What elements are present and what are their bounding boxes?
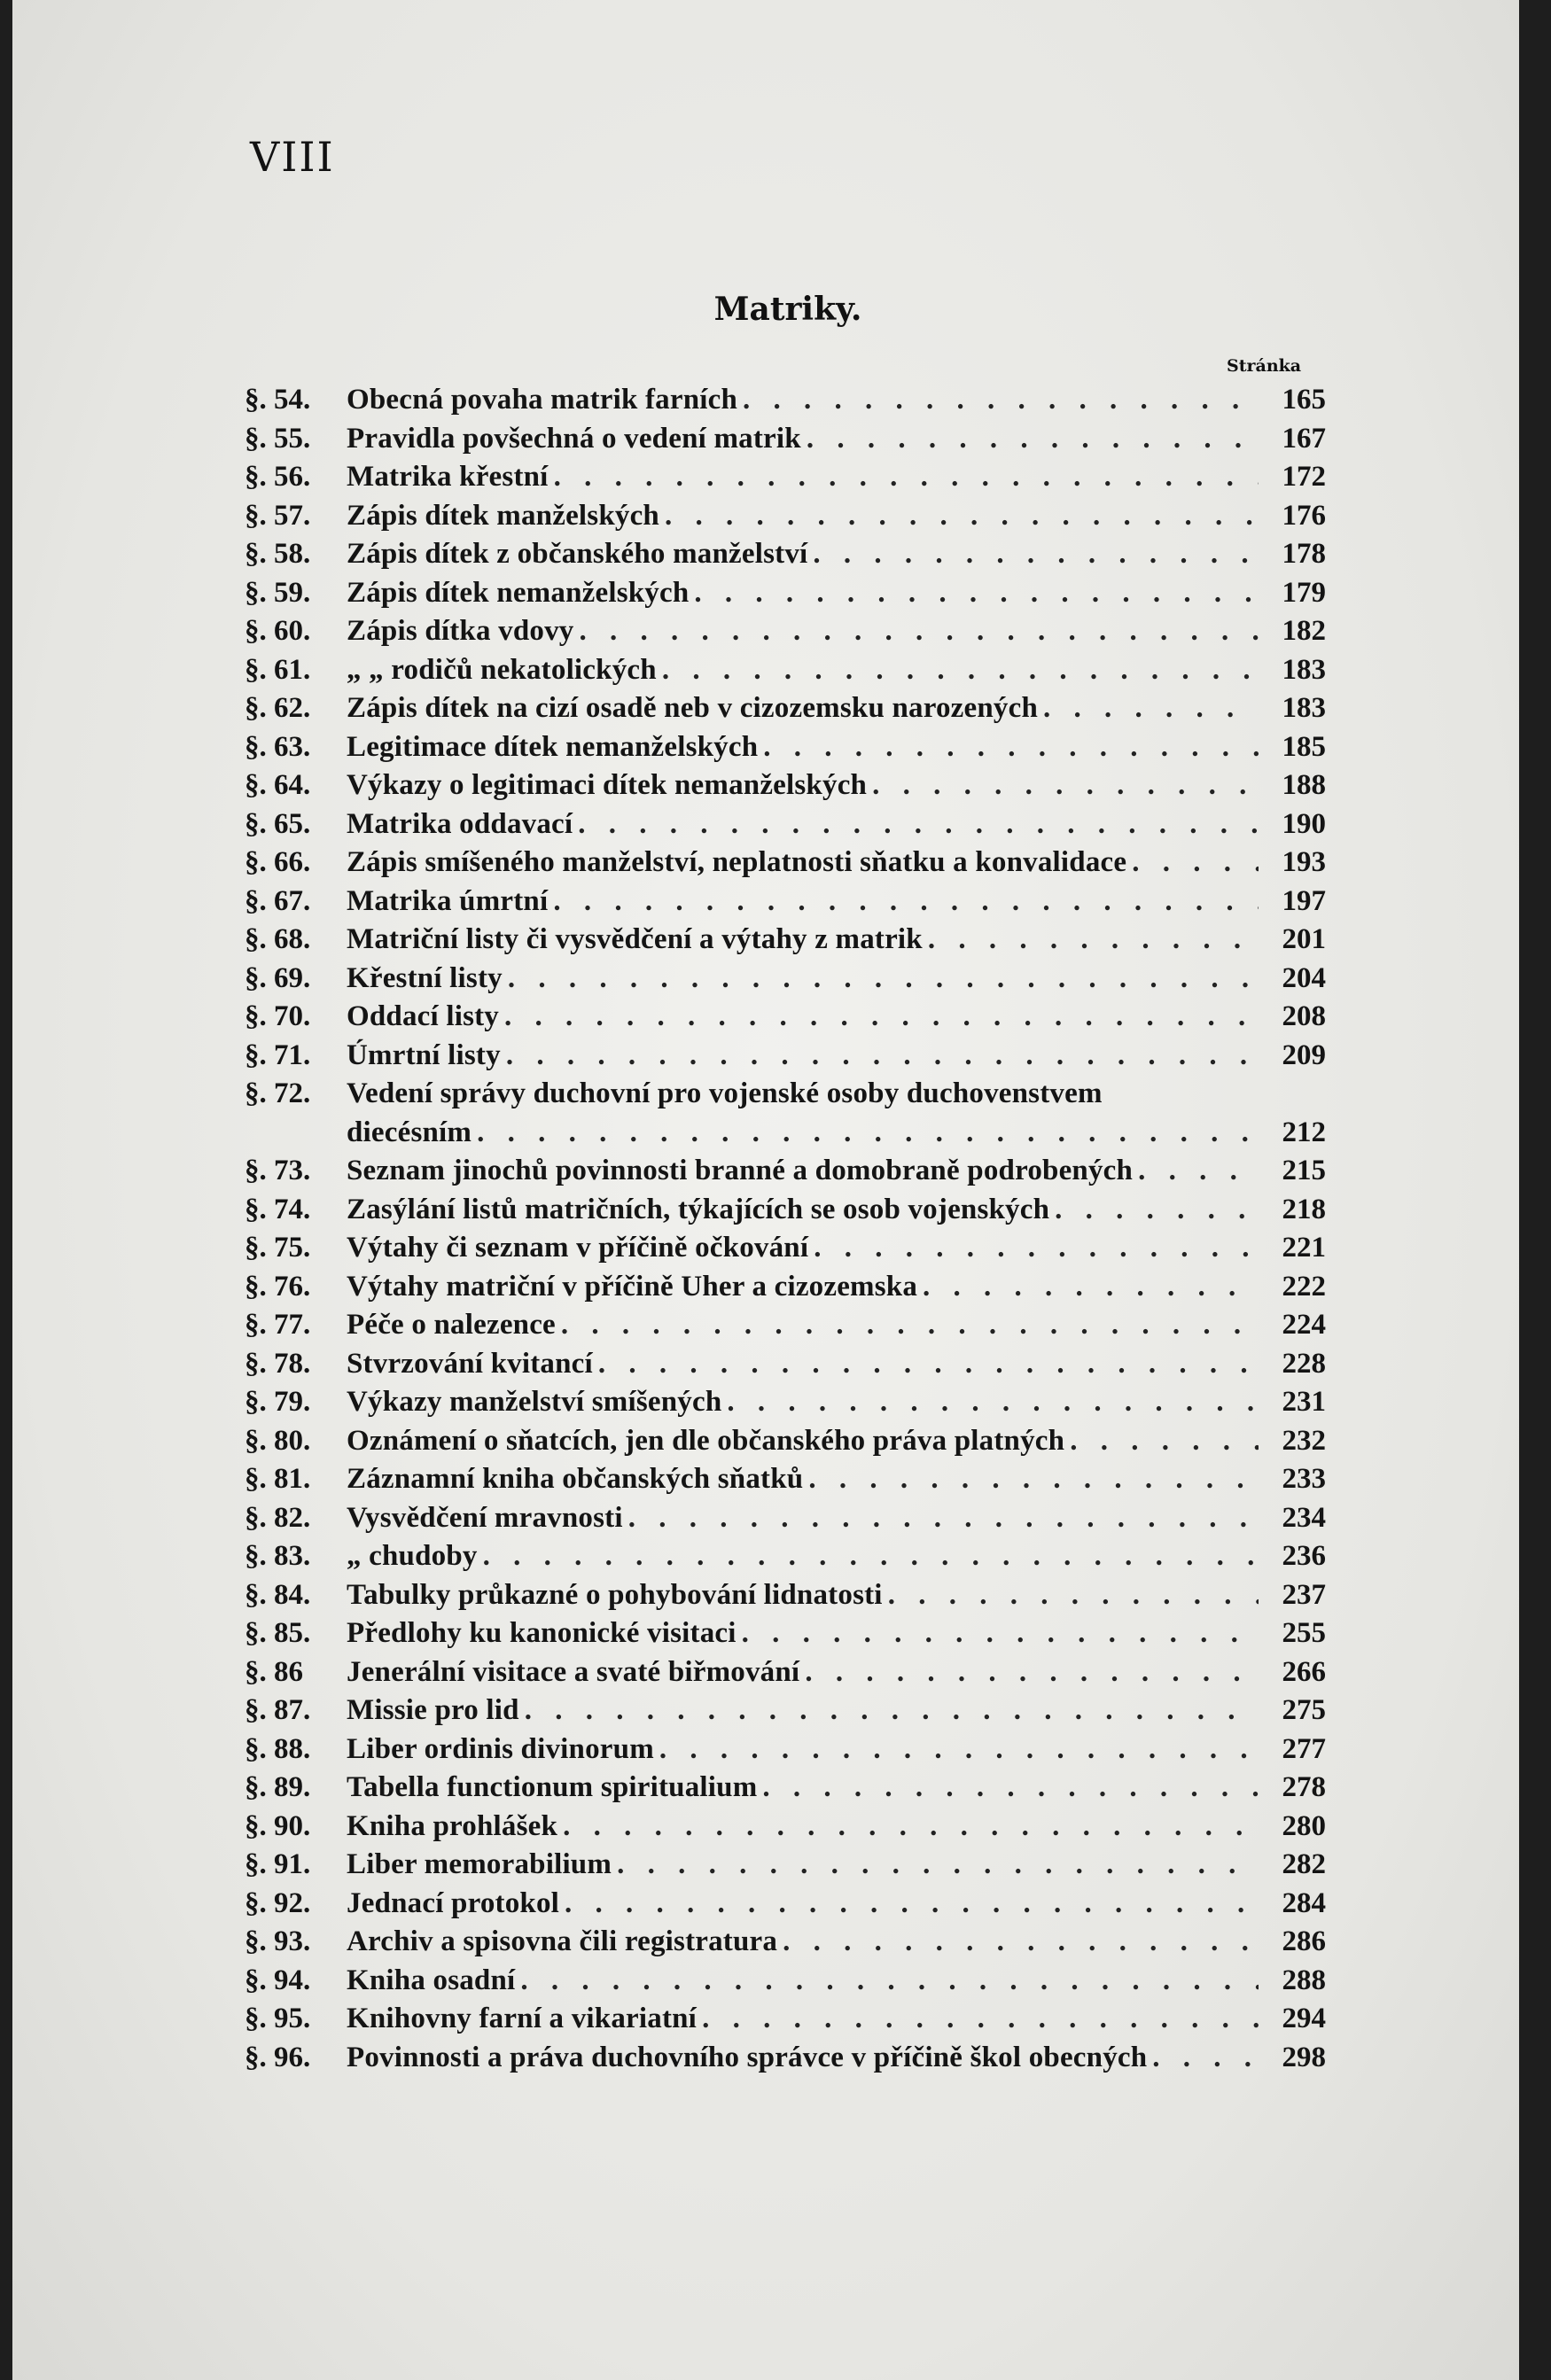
toc-entry bbox=[245, 1769, 1326, 1808]
toc-entry bbox=[245, 921, 1326, 960]
toc-section-number: §. 60. bbox=[245, 615, 311, 647]
toc-entry bbox=[245, 1808, 1326, 1847]
toc-section-number: §. 55. bbox=[245, 422, 311, 455]
dot-leader bbox=[561, 1306, 1259, 1345]
dot-leader bbox=[702, 2000, 1259, 2039]
toc-entry-title: Výkazy o legitimaci dítek nemanželských bbox=[347, 769, 868, 801]
toc-section-number: §. 89. bbox=[245, 1771, 311, 1803]
toc-section-number: §. 68. bbox=[245, 923, 311, 955]
toc-page-number: 232 bbox=[1282, 1424, 1326, 1457]
toc-section-number: §. 70. bbox=[245, 1000, 311, 1032]
toc-entry bbox=[245, 1537, 1326, 1576]
toc-entry-title: Výkazy manželství smíšených bbox=[347, 1386, 722, 1418]
dot-leader bbox=[1043, 689, 1259, 728]
dot-leader bbox=[504, 998, 1259, 1037]
toc-page-number: 185 bbox=[1282, 730, 1326, 763]
dot-leader bbox=[565, 1885, 1259, 1924]
toc-entry-title: Liber memorabilium bbox=[347, 1848, 612, 1880]
toc-section-number: §. 66. bbox=[245, 846, 311, 878]
toc-page-number: 183 bbox=[1282, 653, 1326, 686]
toc-entry-title: Knihovny farní a vikariatní bbox=[347, 2003, 698, 2034]
toc-entry bbox=[245, 2039, 1326, 2078]
toc-entry bbox=[245, 574, 1326, 613]
toc-page-number: 176 bbox=[1282, 499, 1326, 532]
toc-section-number: §. 64. bbox=[245, 769, 311, 801]
dot-leader bbox=[477, 1114, 1259, 1153]
toc-section-number: §. 81. bbox=[245, 1463, 311, 1495]
toc-page-number: 218 bbox=[1282, 1193, 1326, 1225]
toc-page-number: 172 bbox=[1282, 461, 1326, 493]
toc-entry-title: Zápis dítka vdovy bbox=[347, 615, 574, 647]
dot-leader bbox=[763, 728, 1259, 767]
toc-entry-title: Zasýlání listů matričních, týkajících se osob vojenských bbox=[347, 1193, 1050, 1225]
toc-page-number: 222 bbox=[1282, 1270, 1326, 1303]
toc-page-number: 224 bbox=[1282, 1309, 1326, 1341]
toc-section-number: §. 80. bbox=[245, 1424, 311, 1457]
toc-entry bbox=[245, 805, 1326, 844]
toc-page-number: 209 bbox=[1282, 1038, 1326, 1071]
toc-section-number: §. 69. bbox=[245, 961, 311, 994]
toc-entry bbox=[245, 1576, 1326, 1615]
toc-section-number: §. 71. bbox=[245, 1038, 311, 1071]
toc-section-number: §. 58. bbox=[245, 538, 311, 570]
toc-section-number: §. 90. bbox=[245, 1809, 311, 1842]
dot-leader bbox=[743, 381, 1259, 420]
toc-entry-title: Jenerální visitace a svaté biřmování bbox=[347, 1655, 800, 1688]
toc-entry bbox=[245, 1846, 1326, 1885]
toc-page-number: 221 bbox=[1282, 1232, 1326, 1264]
toc-page-number: 178 bbox=[1282, 538, 1326, 570]
toc-entry-title: Povinnosti a práva duchovního správce v příčině škol obecných bbox=[347, 2041, 1148, 2073]
toc-entry-title: „ „ rodičů nekatolických bbox=[347, 653, 657, 686]
toc-section-number: §. 67. bbox=[245, 884, 311, 917]
toc-entry-title: Matrika oddavací bbox=[347, 807, 573, 840]
toc-entry-title: Pravidla povšechná o vedení matrik bbox=[347, 422, 801, 455]
toc-page-number: 298 bbox=[1282, 2041, 1326, 2073]
dot-leader bbox=[553, 883, 1259, 922]
dot-leader bbox=[665, 497, 1259, 536]
dot-leader bbox=[807, 420, 1259, 459]
toc-section-number: §. 84. bbox=[245, 1578, 311, 1611]
toc-entry-title: Kniha prohlášek bbox=[347, 1809, 558, 1842]
toc-section-number: §. 76. bbox=[245, 1270, 311, 1303]
dot-leader bbox=[554, 458, 1259, 497]
dot-leader bbox=[520, 1962, 1259, 2001]
toc-entry-title: Kniha osadní bbox=[347, 1964, 516, 1996]
toc-section-number: §. 92. bbox=[245, 1886, 311, 1919]
toc-page-number: 228 bbox=[1282, 1347, 1326, 1380]
toc-entry-title: Výtahy matriční v příčině Uher a cizozemska bbox=[347, 1270, 918, 1303]
toc-page-number: 165 bbox=[1282, 384, 1326, 416]
dot-leader bbox=[1132, 844, 1259, 883]
toc-entry-title: Matriční listy či vysvědčení a výtahy z matrik bbox=[347, 923, 923, 955]
dot-leader bbox=[578, 805, 1259, 844]
toc-entry-title: Matrika křestní bbox=[347, 461, 549, 493]
toc-entry-title: Oddací listy bbox=[347, 1000, 500, 1032]
toc-entry bbox=[245, 1460, 1326, 1499]
toc-entry-title: Vedení správy duchovní pro vojenské osoby duchovenstvem bbox=[347, 1077, 1103, 1109]
toc-entry bbox=[245, 2000, 1326, 2039]
toc-page-number: 288 bbox=[1282, 1964, 1326, 1996]
toc-entry-title: Úmrtní listy bbox=[347, 1038, 501, 1071]
toc-entry bbox=[245, 497, 1326, 536]
toc-page-number: 237 bbox=[1282, 1578, 1326, 1611]
dot-leader bbox=[1055, 1191, 1259, 1230]
toc-entry bbox=[245, 458, 1326, 497]
toc-page-number: 286 bbox=[1282, 1925, 1326, 1957]
toc-page-number: 284 bbox=[1282, 1886, 1326, 1919]
toc-entry bbox=[245, 1229, 1326, 1268]
page-folio: VIII bbox=[250, 133, 335, 181]
toc-entry bbox=[245, 883, 1326, 922]
toc-entry bbox=[245, 689, 1326, 728]
toc-section-number: §. 79. bbox=[245, 1386, 311, 1418]
toc-section-number: §. 86 bbox=[245, 1655, 303, 1688]
toc-entry bbox=[245, 998, 1326, 1037]
toc-page-number: 167 bbox=[1282, 422, 1326, 455]
toc-page-number: 294 bbox=[1282, 2003, 1326, 2034]
toc-entry bbox=[245, 1191, 1326, 1230]
toc-section-number: §. 82. bbox=[245, 1501, 311, 1534]
toc-entry bbox=[245, 1114, 1326, 1153]
toc-section-number: §. 78. bbox=[245, 1347, 311, 1380]
toc-page-number: 179 bbox=[1282, 576, 1326, 609]
dot-leader bbox=[928, 921, 1259, 960]
toc-entry bbox=[245, 728, 1326, 767]
toc-section-number: §. 88. bbox=[245, 1732, 311, 1765]
toc-entry-title: Obecná povaha matrik farních bbox=[347, 384, 738, 416]
toc-section-number: §. 65. bbox=[245, 807, 311, 840]
toc-section-number: §. 75. bbox=[245, 1232, 311, 1264]
toc-entry-title: Záznamní kniha občanských sňatků bbox=[347, 1463, 804, 1495]
toc-page-number: 233 bbox=[1282, 1463, 1326, 1495]
toc-entry-title: Zápis dítek nemanželských bbox=[347, 576, 690, 609]
dot-leader bbox=[598, 1345, 1259, 1384]
dot-leader bbox=[1152, 2039, 1259, 2078]
dot-leader bbox=[923, 1268, 1259, 1307]
dot-leader bbox=[1070, 1422, 1259, 1461]
toc-section-number: §. 62. bbox=[245, 692, 311, 724]
toc-entry-title: Archiv a spisovna čili registratura bbox=[347, 1925, 778, 1957]
dot-leader bbox=[727, 1383, 1259, 1422]
toc-section-number: §. 95. bbox=[245, 2003, 311, 2034]
toc-entry bbox=[245, 1731, 1326, 1769]
dot-leader bbox=[783, 1923, 1259, 1962]
dot-leader bbox=[506, 1037, 1259, 1076]
toc-entry bbox=[245, 381, 1326, 420]
toc-page-number: 266 bbox=[1282, 1655, 1326, 1688]
toc-section-number: §. 54. bbox=[245, 384, 311, 416]
dot-leader bbox=[483, 1537, 1259, 1576]
toc-entry-title: Oznámení o sňatcích, jen dle občanského práva platných bbox=[347, 1424, 1065, 1457]
toc-entry bbox=[245, 420, 1326, 459]
toc-page-number: 282 bbox=[1282, 1848, 1326, 1880]
toc-entry-title: Zápis dítek na cizí osadě neb v cizozemsku narozených bbox=[347, 692, 1039, 724]
toc-entry bbox=[245, 535, 1326, 574]
toc-entry-title: Tabella functionum spiritualium bbox=[347, 1771, 758, 1803]
toc-entry bbox=[245, 1037, 1326, 1076]
dot-leader bbox=[1138, 1152, 1259, 1191]
dot-leader bbox=[888, 1576, 1259, 1615]
toc-entry-title: Missie pro lid bbox=[347, 1694, 519, 1726]
toc-entry-title: Zápis smíšeného manželství, neplatnosti sňatku a konvalidace bbox=[347, 846, 1127, 878]
toc-entry-title: Vysvědčení mravnosti bbox=[347, 1501, 623, 1534]
dot-leader bbox=[814, 1229, 1259, 1268]
dot-leader bbox=[805, 1653, 1259, 1692]
toc-entry-title: Péče o nalezence bbox=[347, 1309, 556, 1341]
dot-leader bbox=[762, 1769, 1259, 1808]
toc-section-number: §. 63. bbox=[245, 730, 311, 763]
toc-section-number: §. 83. bbox=[245, 1540, 311, 1572]
toc-page-number: 236 bbox=[1282, 1540, 1326, 1572]
toc-entry bbox=[245, 1885, 1326, 1924]
toc-entry bbox=[245, 1422, 1326, 1461]
toc-page-number: 255 bbox=[1282, 1617, 1326, 1649]
toc-entry bbox=[245, 1923, 1326, 1962]
toc-entry bbox=[245, 1614, 1326, 1653]
toc-entry-title: Zápis dítek z občanského manželství bbox=[347, 538, 808, 570]
toc-page-number: 277 bbox=[1282, 1732, 1326, 1765]
toc-entry bbox=[245, 1962, 1326, 2001]
dot-leader bbox=[662, 651, 1259, 690]
toc-section-number: §. 72. bbox=[245, 1077, 311, 1109]
toc-section-number: §. 91. bbox=[245, 1848, 311, 1880]
toc-section-number: §. 73. bbox=[245, 1155, 311, 1186]
dot-leader bbox=[580, 612, 1259, 651]
toc-entry-title: Liber ordinis divinorum bbox=[347, 1732, 654, 1765]
toc-entry-title: Zápis dítek manželských bbox=[347, 499, 659, 532]
toc-page-number: 234 bbox=[1282, 1501, 1326, 1534]
toc-entry bbox=[245, 1692, 1326, 1731]
toc-entry bbox=[245, 1653, 1326, 1692]
toc-page-number: 201 bbox=[1282, 923, 1326, 955]
dot-leader bbox=[508, 960, 1259, 999]
toc-page-number: 190 bbox=[1282, 807, 1326, 840]
dot-leader bbox=[694, 574, 1259, 613]
toc-page-number: 275 bbox=[1282, 1694, 1326, 1726]
toc-page-number: 212 bbox=[1282, 1116, 1326, 1148]
toc-page-number: 280 bbox=[1282, 1809, 1326, 1842]
toc-entry bbox=[245, 1345, 1326, 1384]
toc-section-number: §. 93. bbox=[245, 1925, 311, 1957]
toc-page-number: 182 bbox=[1282, 615, 1326, 647]
toc-entry bbox=[245, 844, 1326, 883]
toc-entry bbox=[245, 1383, 1326, 1422]
toc-page-number: 278 bbox=[1282, 1771, 1326, 1803]
toc-page-number: 193 bbox=[1282, 846, 1326, 878]
toc-entry bbox=[245, 1306, 1326, 1345]
dot-leader bbox=[742, 1614, 1259, 1653]
table-of-contents bbox=[245, 381, 1326, 2077]
toc-entry bbox=[245, 1268, 1326, 1307]
book-page bbox=[12, 0, 1519, 2380]
toc-section-number: §. 59. bbox=[245, 576, 311, 609]
page-title: Matriky. bbox=[713, 291, 862, 328]
toc-section-number: §. 87. bbox=[245, 1694, 311, 1726]
dot-leader bbox=[813, 535, 1259, 574]
toc-page-number: 188 bbox=[1282, 769, 1326, 801]
toc-section-number: §. 96. bbox=[245, 2041, 311, 2073]
toc-section-number: §. 85. bbox=[245, 1617, 311, 1649]
dot-leader bbox=[659, 1731, 1259, 1769]
toc-page-number: 208 bbox=[1282, 1000, 1326, 1032]
toc-section-number: §. 74. bbox=[245, 1193, 311, 1225]
toc-entry-title: diecésním bbox=[347, 1116, 472, 1148]
toc-section-number: §. 56. bbox=[245, 461, 311, 493]
toc-entry bbox=[245, 612, 1326, 651]
toc-section-number: §. 61. bbox=[245, 653, 311, 686]
toc-section-number: §. 77. bbox=[245, 1309, 311, 1341]
dot-leader bbox=[808, 1460, 1259, 1499]
dot-leader bbox=[525, 1692, 1259, 1731]
toc-entry-title: Jednací protokol bbox=[347, 1886, 560, 1919]
toc-section-number: §. 94. bbox=[245, 1964, 311, 1996]
toc-entry-title: Matrika úmrtní bbox=[347, 884, 549, 917]
toc-page-number: 183 bbox=[1282, 692, 1326, 724]
toc-entry bbox=[245, 766, 1326, 805]
toc-entry bbox=[245, 651, 1326, 690]
toc-page-number: 197 bbox=[1282, 884, 1326, 917]
toc-entry-title: Předlohy ku kanonické visitaci bbox=[347, 1617, 737, 1649]
toc-entry-title: Seznam jinochů povinnosti branné a domobraně podrobených bbox=[347, 1155, 1134, 1186]
toc-entry-title: Výtahy či seznam v příčině očkování bbox=[347, 1232, 809, 1264]
toc-entry bbox=[245, 1075, 1326, 1114]
dot-leader bbox=[617, 1846, 1259, 1885]
toc-entry bbox=[245, 960, 1326, 999]
dot-leader bbox=[872, 766, 1259, 805]
page-column-label: Stránka bbox=[1227, 356, 1302, 376]
toc-page-number: 204 bbox=[1282, 961, 1326, 994]
toc-entry-title: Křestní listy bbox=[347, 961, 503, 994]
toc-entry-title: Stvrzování kvitancí bbox=[347, 1347, 593, 1380]
toc-entry bbox=[245, 1499, 1326, 1538]
dot-leader bbox=[563, 1808, 1259, 1847]
toc-page-number: 231 bbox=[1282, 1386, 1326, 1418]
toc-entry-title: Legitimace dítek nemanželských bbox=[347, 730, 759, 763]
toc-page-number: 215 bbox=[1282, 1155, 1326, 1186]
toc-section-number: §. 57. bbox=[245, 499, 311, 532]
toc-entry bbox=[245, 1152, 1326, 1191]
toc-entry-title: Tabulky průkazné o pohybování lidnatosti bbox=[347, 1578, 883, 1611]
toc-entry-title: „ chudoby bbox=[347, 1540, 478, 1572]
dot-leader bbox=[628, 1499, 1259, 1538]
